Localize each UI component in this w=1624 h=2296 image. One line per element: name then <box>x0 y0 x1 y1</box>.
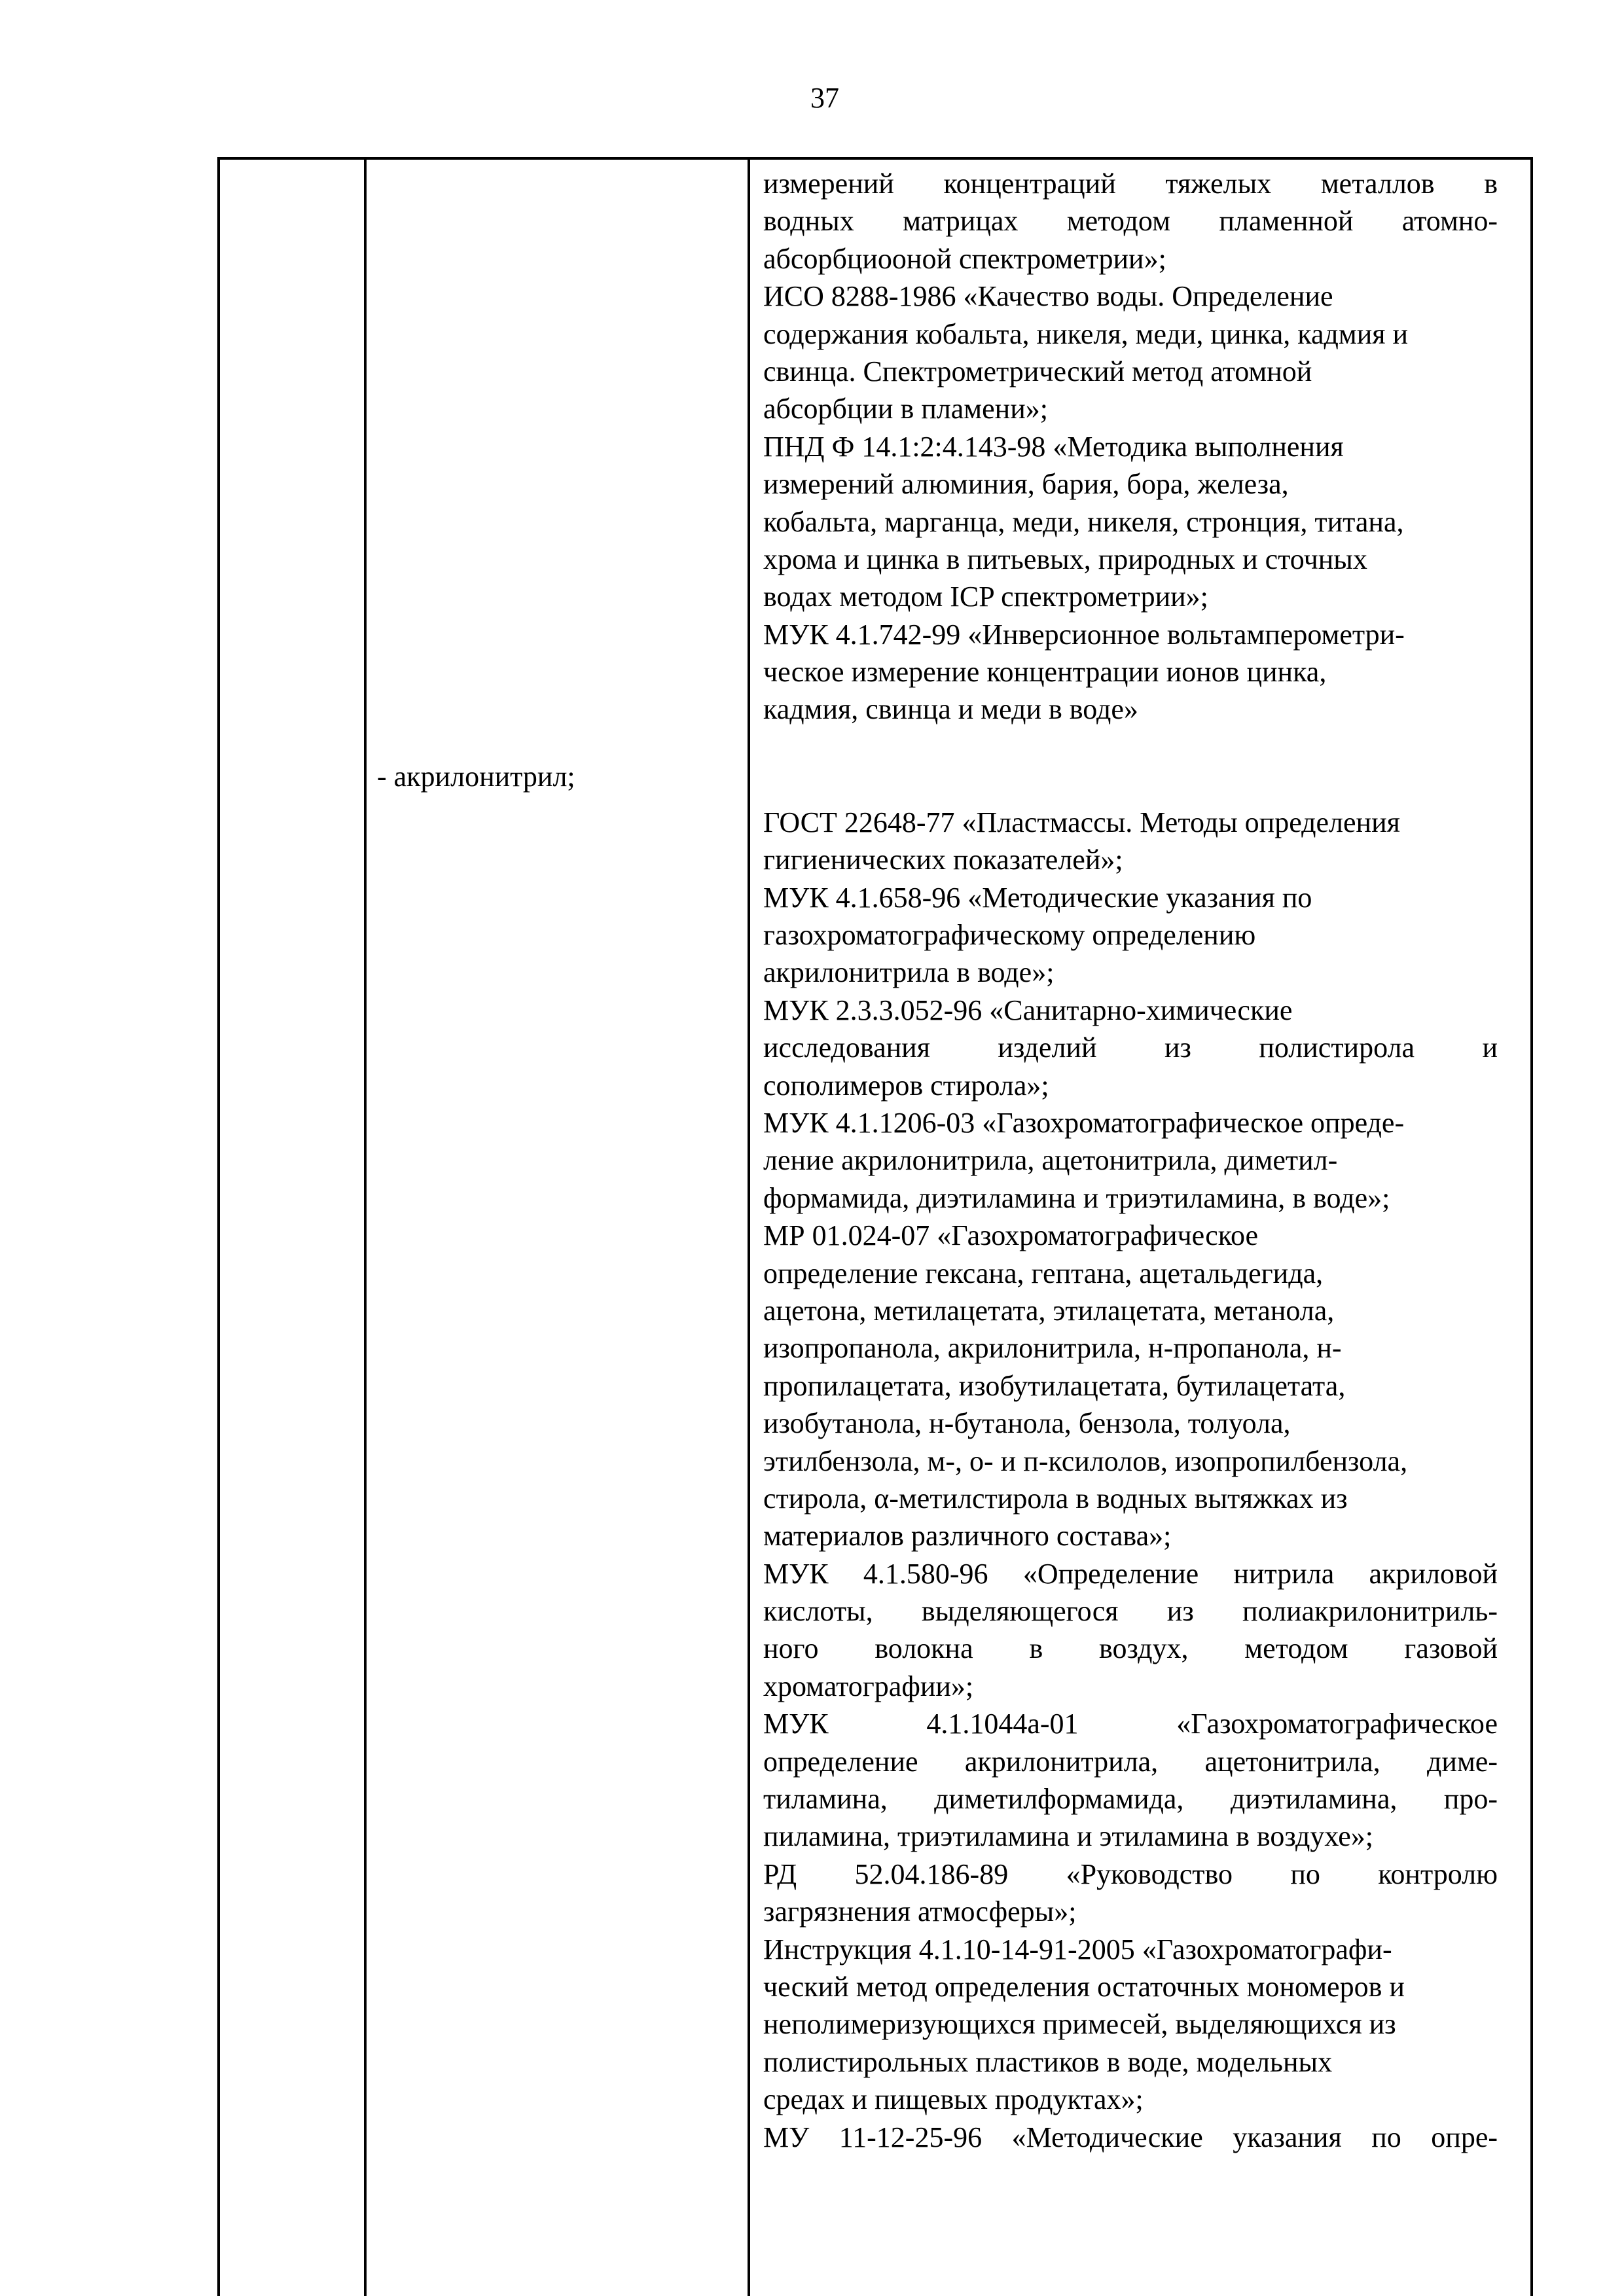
text-line: кобальта, марганца, меди, никеля, стронция, титана, <box>763 505 1404 538</box>
methods-column <box>763 165 1498 2156</box>
text-line: акрилонитрила в воде»; <box>763 956 1055 989</box>
text-line: этилбензола, м-, о- и п-ксилолов, изопропилбензола, <box>763 1444 1408 1477</box>
block-spacer <box>763 728 1498 804</box>
text-line: МУК 4.1.658-96 «Методические указания по <box>763 881 1312 914</box>
text-line: загрязнения атмосферы»; <box>763 1895 1077 1928</box>
text-line: Инструкция 4.1.10-14-91-2005 «Газохроматографи- <box>763 1933 1392 1965</box>
text-line: неполимеризующихся примесей, выделяющихся из <box>763 2008 1396 2041</box>
text-line: изопропанола, акрилонитрила, н-пропанола, н- <box>763 1332 1342 1365</box>
text-line: абсорбциооной спектрометрии»; <box>763 242 1166 275</box>
text-line: МУК 2.3.3.052-96 «Санитарно-химические <box>763 994 1293 1026</box>
text-line: МУК 4.1.1044а-01 «Газохроматографическое <box>763 1708 1498 1740</box>
text-line: пропилацетата, изобутилацетата, бутилацетата, <box>763 1369 1346 1402</box>
text-line: средах и пищевых продуктах»; <box>763 2083 1144 2116</box>
text-line: абсорбции в пламени»; <box>763 393 1048 425</box>
text-line: хроматографии»; <box>763 1670 974 1702</box>
column-divider-2 <box>748 157 750 2296</box>
substance-name: - акрилонитрил; <box>377 761 575 793</box>
text-line: определение гексана, гептана, ацетальдегида, <box>763 1257 1324 1289</box>
acrylonitrile-methods-block <box>763 804 1498 2156</box>
text-line: содержания кобальта, никеля, меди, цинка, кадмия и <box>763 317 1409 350</box>
text-line: пиламина, триэтиламина и этиламина в воздухе»; <box>763 1820 1374 1853</box>
text-line: МР 01.024-07 «Газохроматографическое <box>763 1219 1259 1252</box>
text-line: ление акрилонитрила, ацетонитрила, диметил- <box>763 1144 1338 1177</box>
text-line: ного волокна в воздух, методом газовой <box>763 1632 1498 1665</box>
text-line: МУК 4.1.1206-03 «Газохроматографическое опреде- <box>763 1106 1405 1139</box>
text-line: измерений алюминия, бария, бора, железа, <box>763 468 1289 501</box>
text-line: сополимеров стирола»; <box>763 1069 1049 1102</box>
column-divider-1 <box>364 157 367 2296</box>
text-line: гигиенических показателей»; <box>763 844 1123 876</box>
text-line: МУ 11-12-25-96 «Методические указания по опре- <box>763 2121 1498 2153</box>
text-line: кадмия, свинца и меди в воде» <box>763 693 1138 726</box>
text-line: стирола, α-метилстирола в водных вытяжках из <box>763 1482 1348 1515</box>
text-line: ческий метод определения остаточных мономеров и <box>763 1970 1405 2003</box>
text-line: ацетона, метилацетата, этилацетата, метанола, <box>763 1294 1335 1327</box>
text-line: МУК 4.1.580-96 «Определение нитрила акриловой <box>763 1557 1498 1590</box>
text-line: полистирольных пластиков в воде, модельных <box>763 2045 1333 2078</box>
text-line: ГОСТ 22648-77 «Пластмассы. Методы определения <box>763 806 1400 838</box>
text-line: водных матрицах методом пламенной атомно- <box>763 205 1498 238</box>
text-line: ческое измерение концентрации ионов цинка, <box>763 656 1327 689</box>
text-line: измерений концентраций тяжелых металлов в <box>763 168 1498 200</box>
text-line: тиламина, диметилформамида, диэтиламина, про- <box>763 1783 1498 1816</box>
text-line: материалов различного состава»; <box>763 1520 1172 1552</box>
text-line: кислоты, выделяющегося из полиакрилонитриль- <box>763 1595 1498 1628</box>
text-line: ИСО 8288-1986 «Качество воды. Определение <box>763 280 1333 313</box>
text-line: газохроматографическому определению <box>763 919 1256 952</box>
text-line: водах методом ICP спектрометрии»; <box>763 581 1208 613</box>
methods-continued-block <box>763 165 1498 728</box>
text-line: ПНД Ф 14.1:2:4.143-98 «Методика выполнения <box>763 430 1344 463</box>
page-number: 37 <box>810 82 839 114</box>
text-line: МУК 4.1.742-99 «Инверсионное вольтамперометри- <box>763 618 1405 651</box>
text-line: изобутанола, н-бутанола, бензола, толуола, <box>763 1407 1291 1440</box>
text-line: исследования изделий из полистирола и <box>763 1031 1498 1064</box>
text-line: свинца. Спектрометрический метод атомной <box>763 355 1312 387</box>
text-line: определение акрилонитрила, ацетонитрила, диме- <box>763 1745 1498 1778</box>
text-line: хрома и цинка в питьевых, природных и сточных <box>763 543 1367 575</box>
text-line: формамида, диэтиламина и триэтиламина, в воде»; <box>763 1181 1390 1214</box>
text-line: РД 52.04.186-89 «Руководство по контролю <box>763 1857 1498 1890</box>
